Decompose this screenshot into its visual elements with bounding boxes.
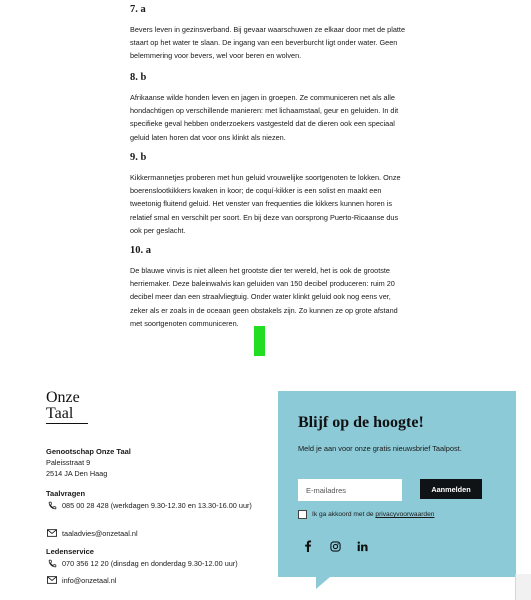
ledenservice-email-row[interactable] [46,575,116,586]
newsletter-title: Blijf op de hoogte! [298,414,424,431]
ledenservice-phone: 070 356 12 20 (dinsdag en donderdag 9.30-12.00 uur) [62,559,238,568]
answer-heading: 7. a [130,4,146,15]
ledenservice-email[interactable]: info@onzetaal.nl [62,576,117,585]
email-field[interactable] [298,479,402,501]
subscribe-button[interactable]: Aanmelden [420,479,482,499]
newsletter-signup [278,391,516,577]
taalvragen-email[interactable]: taaladvies@onzetaal.nl [62,529,138,538]
consent-text: Ik ga akkoord met de [312,511,376,518]
linkedin-icon[interactable] [355,539,369,553]
address-street: Paleisstraat 9 [46,458,91,467]
taalvragen-email-row[interactable] [46,528,138,539]
logo-underline [46,423,88,424]
answer-heading: 9. b [130,152,147,163]
logo-line: Taal [46,405,74,422]
taalvragen-phone: 085 00 28 428 (werkdagen 9.30-12.30 en 13.30-16.00 uur) [62,501,252,510]
newsletter-description: Meld je aan voor onze gratis nieuwsbrief Taalpost. [298,444,462,453]
mail-icon [46,528,58,538]
answer-heading: 8. b [130,72,147,83]
privacy-link[interactable]: privacyvoorwaarden [375,511,435,518]
answer-text: Kikkermannetjes proberen met hun geluid vrouwelijke soortgenoten te lokken. Onze boerenslootkikkers kwaken in koor; de coquí-kikker is een solist en maakt een tweetonig fluitend geluid. Het venster van frequenties die kikkers kunnen horen is relatief smal en verschilt per soort. En bij deze van oorsprong Puerto-Ricaanse dus ook per geslacht. [130,173,401,235]
answer-heading: 10. a [130,245,151,256]
answer-text: Afrikaanse wilde honden leven en jagen in groepen. Ze communiceren net als alle hondachtigen op verschillende manieren: met lichaamstaal, geur en geluiden. In dit specifieke geval hebben onderzoekers vastgesteld dat de dieren ook een speciaal geluid laten horen dat voor ons klinkt als niezen. [130,93,399,142]
phone-icon [46,500,58,510]
facebook-icon[interactable] [301,539,315,553]
logo-line: Onze [46,389,80,406]
address-city: 2514 JA Den Haag [46,469,108,478]
answer-text: Bevers leven in gezinsverband. Bij gevaar waarschuwen ze elkaar door met de platte staart op het water te slaan. De ingang van een beverburcht ligt onder water. Geen belemmering voor bevers, wel voor beren en wolven. [130,25,406,61]
speech-pointer [316,577,330,589]
onze-taal-logo[interactable] [46,390,80,422]
consent-checkbox[interactable] [298,510,307,519]
taalvragen-phone-row[interactable] [46,500,261,511]
taalvragen-title: Taalvragen [46,489,86,498]
answer-text: De blauwe vinvis is niet alleen het grootste dier ter wereld, het is ook de grootste herriemaker. Deze baleinwalvis kan geluiden van 150 decibel produceren: ruim 20 decibel meer dan een straalvliegtuig. Onder water klinkt geluid ook nog eens ver, zeker als er zoals in de oceaan geen obstakels zijn. Zo kunnen ze op grote afstand met soortgenoten communiceren. [130,266,398,328]
instagram-icon[interactable] [328,539,342,553]
consent-label [312,511,434,518]
mail-icon [46,575,58,585]
text-cursor-highlight [254,326,265,356]
recaptcha-badge[interactable] [515,574,531,600]
phone-icon [46,558,58,568]
org-name: Genootschap Onze Taal [46,447,131,456]
ledenservice-phone-row[interactable] [46,558,271,569]
ledenservice-title: Ledenservice [46,547,94,556]
